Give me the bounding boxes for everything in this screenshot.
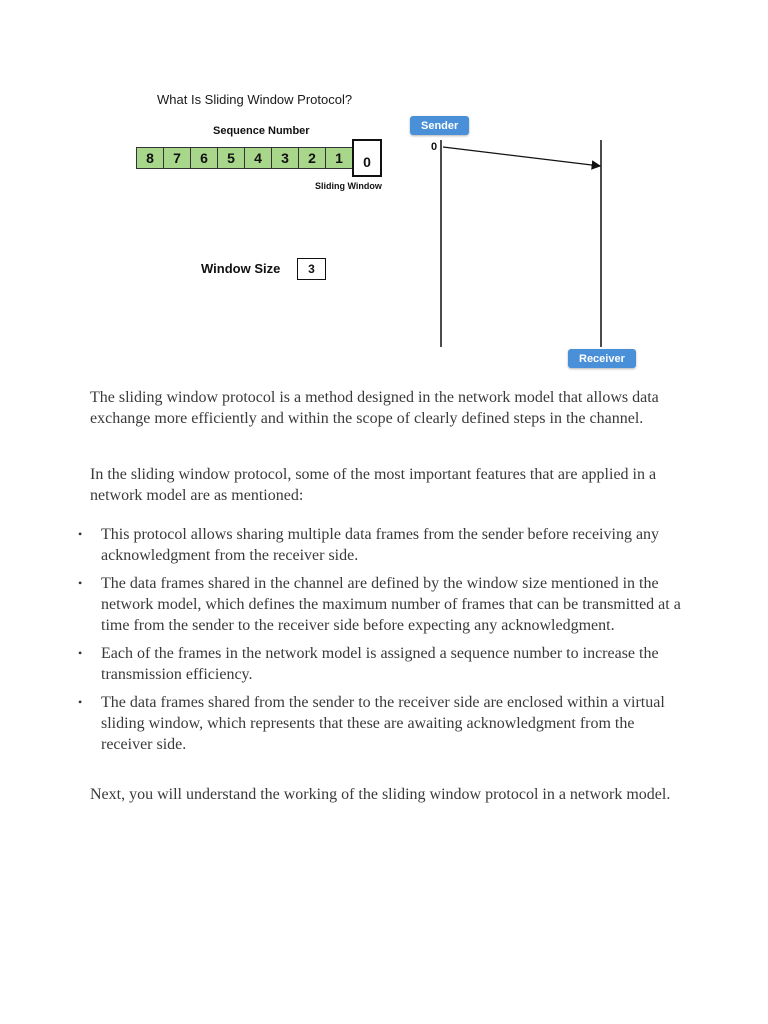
sender-tag: Sender — [410, 116, 469, 135]
list-item-text: The data frames shared from the sender to the receiver side are enclosed within a virtual sliding window, which represents that these are awaiting acknowledgment from the receiver side. — [101, 694, 665, 753]
bullet-icon: • — [78, 576, 83, 590]
sequence-cell: 7 — [163, 147, 190, 169]
receiver-tag: Receiver — [568, 349, 636, 368]
bullet-icon: • — [78, 646, 83, 660]
sliding-window-cell: 0 — [352, 139, 382, 177]
frame-zero-label: 0 — [431, 141, 438, 153]
intro-paragraph: The sliding window protocol is a method designed in the network model that allows data exchange more efficiently and within the scope of clearly defined steps in the channel. — [90, 389, 659, 427]
feature-list — [78, 524, 682, 762]
bullet-icon: • — [78, 527, 83, 541]
sequence-cell: 3 — [271, 147, 298, 169]
window-size-value: 3 — [297, 258, 326, 280]
sequence-number-label: Sequence Number — [213, 125, 310, 137]
list-item — [78, 524, 682, 566]
closing-paragraph: Next, you will understand the working of the sliding window protocol in a network model. — [90, 786, 671, 803]
frame-arrow — [443, 147, 600, 166]
sequence-cell: 8 — [136, 147, 163, 169]
list-item — [78, 573, 682, 636]
window-size-label: Window Size — [201, 261, 281, 276]
list-item — [78, 643, 682, 685]
list-item — [78, 692, 682, 755]
features-intro-paragraph: In the sliding window protocol, some of the most important features that are applied in a network model are as mentioned: — [90, 466, 657, 504]
list-item-text: Each of the frames in the network model is assigned a sequence number to increase the transmission efficiency. — [101, 645, 659, 683]
sequence-cell: 1 — [325, 147, 352, 169]
list-item-text: The data frames shared in the channel are defined by the window size mentioned in the network model, which defines the maximum number of frames that can be transmitted at a time from the sender to the receiver side before expecting any acknowledgment. — [101, 575, 681, 634]
bullet-icon: • — [78, 695, 83, 709]
list-item-text: This protocol allows sharing multiple data frames from the sender before receiving any acknowledgment from the receiver side. — [101, 526, 660, 564]
sequence-cell: 4 — [244, 147, 271, 169]
sequence-cell: 5 — [217, 147, 244, 169]
sliding-window-label: Sliding Window — [315, 181, 382, 191]
sequence-cell: 6 — [190, 147, 217, 169]
figure-title: What Is Sliding Window Protocol? — [157, 92, 353, 107]
sequence-cell: 2 — [298, 147, 325, 169]
